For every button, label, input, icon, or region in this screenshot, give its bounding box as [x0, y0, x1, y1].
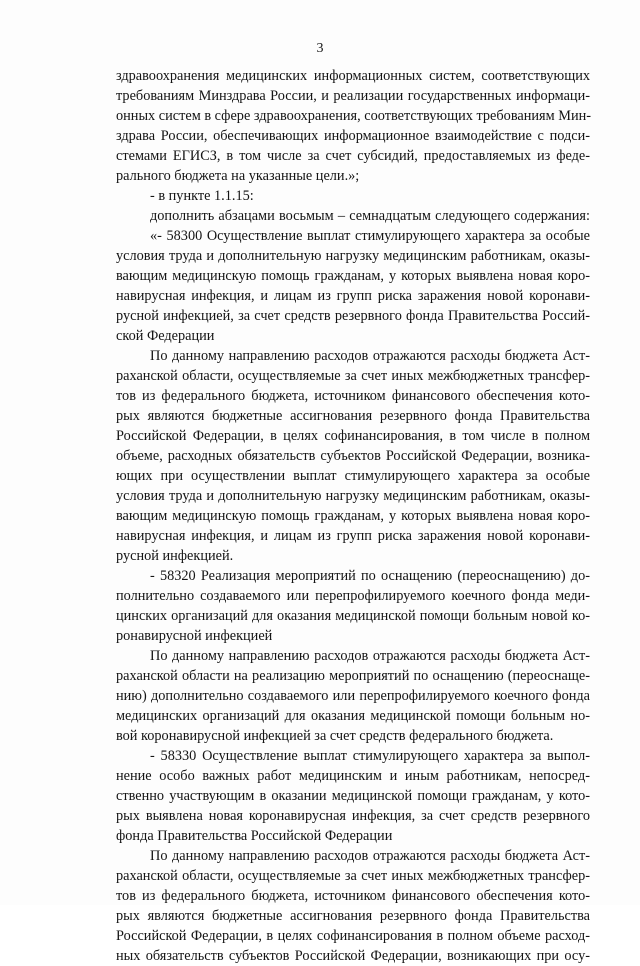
text-line: Российской Федерации, в целях софинансирования, в том числе в полном — [116, 428, 590, 444]
text-line: ющих при осуществлении выплат стимулирующего характера за особые — [116, 468, 590, 484]
text-line: ных обязательств субъектов Российской Федерации, возникающих при осу- — [116, 948, 590, 964]
text-line: вающим медицинскую помощь гражданам, у которых выявлена новая коро- — [116, 268, 590, 284]
text-line: нение особо важных работ медицинским и иным работникам, непосред- — [116, 768, 590, 784]
text-line: здравоохранения медицинских информационных систем, соответствующих — [116, 68, 590, 84]
text-line: требованиям Минздрава России, и реализации государственных информаци- — [116, 88, 590, 104]
text-line: ственно участвующим в оказании медицинской помощи гражданам, у кото- — [116, 788, 590, 804]
text-line: рального бюджета на указанные цели.»; — [116, 168, 360, 184]
text-line: тов из федерального бюджета, источником финансового обеспечения кото- — [116, 388, 590, 404]
text-line: стемами ЕГИСЗ, в том числе за счет субсидий, предоставляемых из феде- — [116, 148, 590, 164]
text-line: медицинских организаций для оказания медицинской помощи больным но- — [116, 708, 590, 724]
text-line: Российской Федерации, в целях софинансирования в полном объеме расход- — [116, 928, 590, 944]
document-body — [116, 66, 590, 966]
text-line: раханской области на реализацию мероприятий по оснащению (переоснаще- — [116, 668, 590, 684]
text-line: рых выявлена новая коронавирусная инфекция, за счет средств резервного — [116, 808, 590, 824]
text-line: объеме, расходных обязательств субъектов Российской Федерации, возника- — [116, 448, 590, 464]
text-line: навирусная инфекция, и лицам из групп риска заражения новой коронави- — [116, 288, 590, 304]
text-line: вой коронавирусной инфекцией за счет средств федерального бюджета. — [116, 728, 554, 744]
text-line: ской Федерации — [116, 328, 215, 344]
text-line: - 58320 Реализация мероприятий по оснащению (переоснащению) до- — [150, 568, 590, 584]
text-line: дополнить абзацами восьмым – семнадцатым следующего содержания: — [150, 208, 590, 224]
text-line: раханской области, осуществляемые за счет иных межбюджетных трансфер- — [116, 868, 590, 884]
text-line: По данному направлению расходов отражаются расходы бюджета Аст- — [150, 348, 590, 364]
text-line: вающим медицинскую помощь гражданам, у которых выявлена новая коро- — [116, 508, 590, 524]
text-line: - в пункте 1.1.15: — [150, 188, 254, 204]
text-line: полнительно создаваемого или перепрофилируемого коечного фонда меди- — [116, 588, 590, 604]
text-line: условия труда и дополнительную нагрузку медицинским работникам, оказы- — [116, 488, 590, 504]
page-number: 3 — [316, 41, 324, 56]
text-line: раханской области, осуществляемые за счет иных межбюджетных трансфер- — [116, 368, 590, 384]
text-line: русной инфекцией, за счет средств резервного фонда Правительства Россий- — [116, 308, 590, 324]
text-line: - 58330 Осуществление выплат стимулирующего характера за выпол- — [150, 748, 590, 764]
text-line: ронавирусной инфекцией — [116, 628, 273, 644]
text-line: По данному направлению расходов отражаются расходы бюджета Аст- — [150, 848, 590, 864]
text-line: рых являются бюджетные ассигнования резервного фонда Правительства — [116, 408, 590, 424]
text-line: русной инфекцией. — [116, 548, 234, 564]
text-line: рых являются бюджетные ассигнования резервного фонда Правительства — [116, 908, 590, 924]
text-line: здрава России, обеспечивающих информационное взаимодействие с подси- — [116, 128, 590, 144]
text-line: цинских организаций для оказания медицинской помощи больным новой ко- — [116, 608, 590, 624]
text-line: навирусная инфекция, и лицам из групп риска заражения новой коронави- — [116, 528, 590, 544]
text-line: тов из федерального бюджета, источником финансового обеспечения кото- — [116, 888, 590, 904]
text-line: фонда Правительства Российской Федерации — [116, 828, 393, 844]
text-line: «- 58300 Осуществление выплат стимулирующего характера за особые — [150, 228, 590, 244]
text-line: нию) дополнительно создаваемого или перепрофилируемого коечного фонда — [116, 688, 590, 704]
text-line: По данному направлению расходов отражаются расходы бюджета Аст- — [150, 648, 590, 664]
text-line: условия труда и дополнительную нагрузку медицинским работникам, оказы- — [116, 248, 590, 264]
text-line: онных систем в сфере здравоохранения, соответствующих требованиям Мин- — [116, 108, 592, 124]
